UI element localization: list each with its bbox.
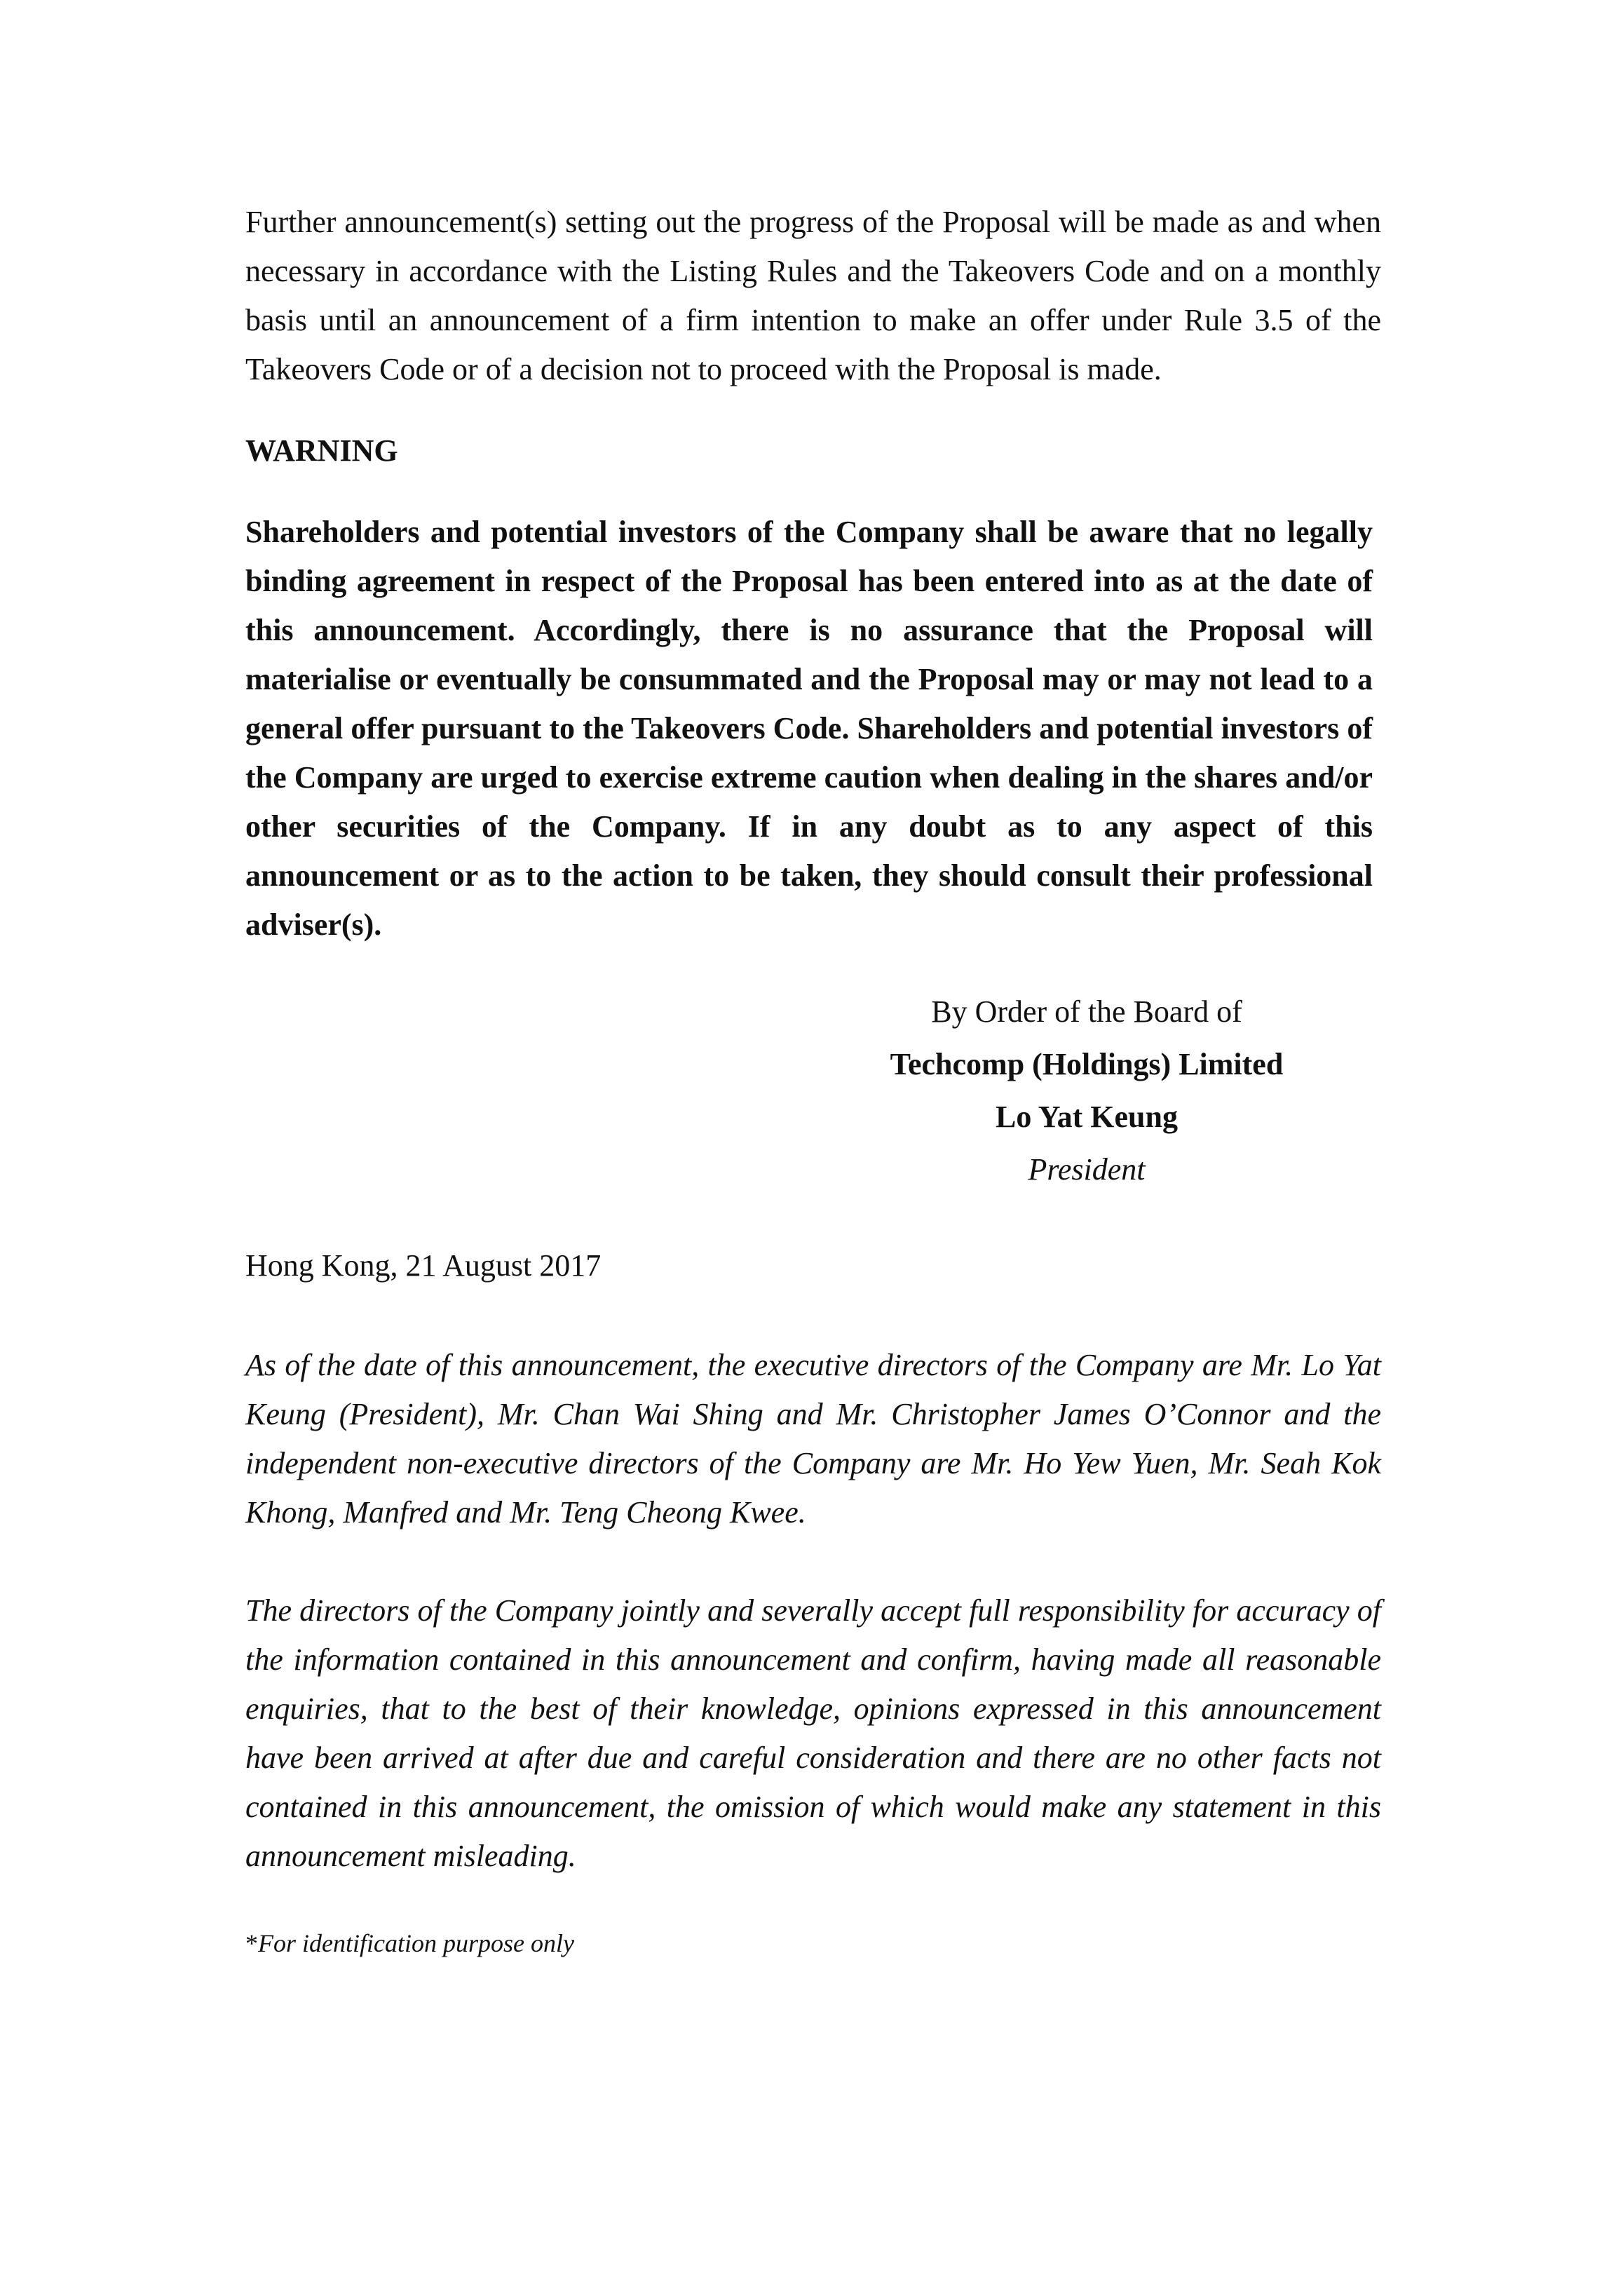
signature-company-name: Techcomp (Holdings) Limited [890, 1047, 1284, 1081]
signature-block [827, 985, 1346, 1196]
responsibility-statement-paragraph: The directors of the Company jointly and severally accept full responsibility for accuracy of the information contained in this announcement and confirm, having made all reasonable enquiries, that to the best of their knowledge, opinions expressed in this announcement have been arrived at after due and careful consideration and there are no other facts not contained in this announcement, the omission of which would make any statement in this announcement misleading. [245, 1593, 1381, 1873]
signature-signatory-name: Lo Yat Keung [996, 1100, 1178, 1134]
warning-paragraph: Shareholders and potential investors of the Company shall be aware that no legally binding agreement in respect of the Proposal has been entered into as at the date of this announcement. Accordingly, there is no assurance that the Proposal will materialise or eventually be consummated and the Proposal may or may not lead to a general offer pursuant to the Takeovers Code. Shareholders and potential investors of the Company are urged to exercise extreme caution when dealing in the shares and/or other securities of the Company. If in any doubt as to any aspect of this announcement or as to the action to be taken, they should consult their professional adviser(s). [245, 515, 1373, 942]
place-and-date: Hong Kong, 21 August 2017 [245, 1248, 602, 1283]
warning-heading: WARNING [245, 433, 398, 468]
progress-announcement-paragraph: Further announcement(s) setting out the progress of the Proposal will be made as and when necessary in accordance with the Listing Rules and the Takeovers Code and on a monthly basis until an announcement of a firm intention to make an offer under Rule 3.5 of the Takeovers Code or of a decision not to proceed with the Proposal is made. [245, 205, 1381, 386]
board-composition-paragraph: As of the date of this announcement, the executive directors of the Company are Mr. Lo Yat Keung (President), Mr. Chan Wai Shing and Mr. Christopher James O’Connor and the independent non-executive directors of the Company are Mr. Ho Yew Yuen, Mr. Seah Kok Khong, Manfred and Mr. Teng Cheong Kwee. [245, 1348, 1381, 1529]
footnote-text: For identification purpose only [258, 1929, 574, 1957]
signature-signatory-title: President [1028, 1152, 1146, 1187]
footnote [245, 1926, 574, 1961]
footnote-marker: * [245, 1929, 258, 1957]
signature-order-line: By Order of the Board of [931, 994, 1242, 1029]
